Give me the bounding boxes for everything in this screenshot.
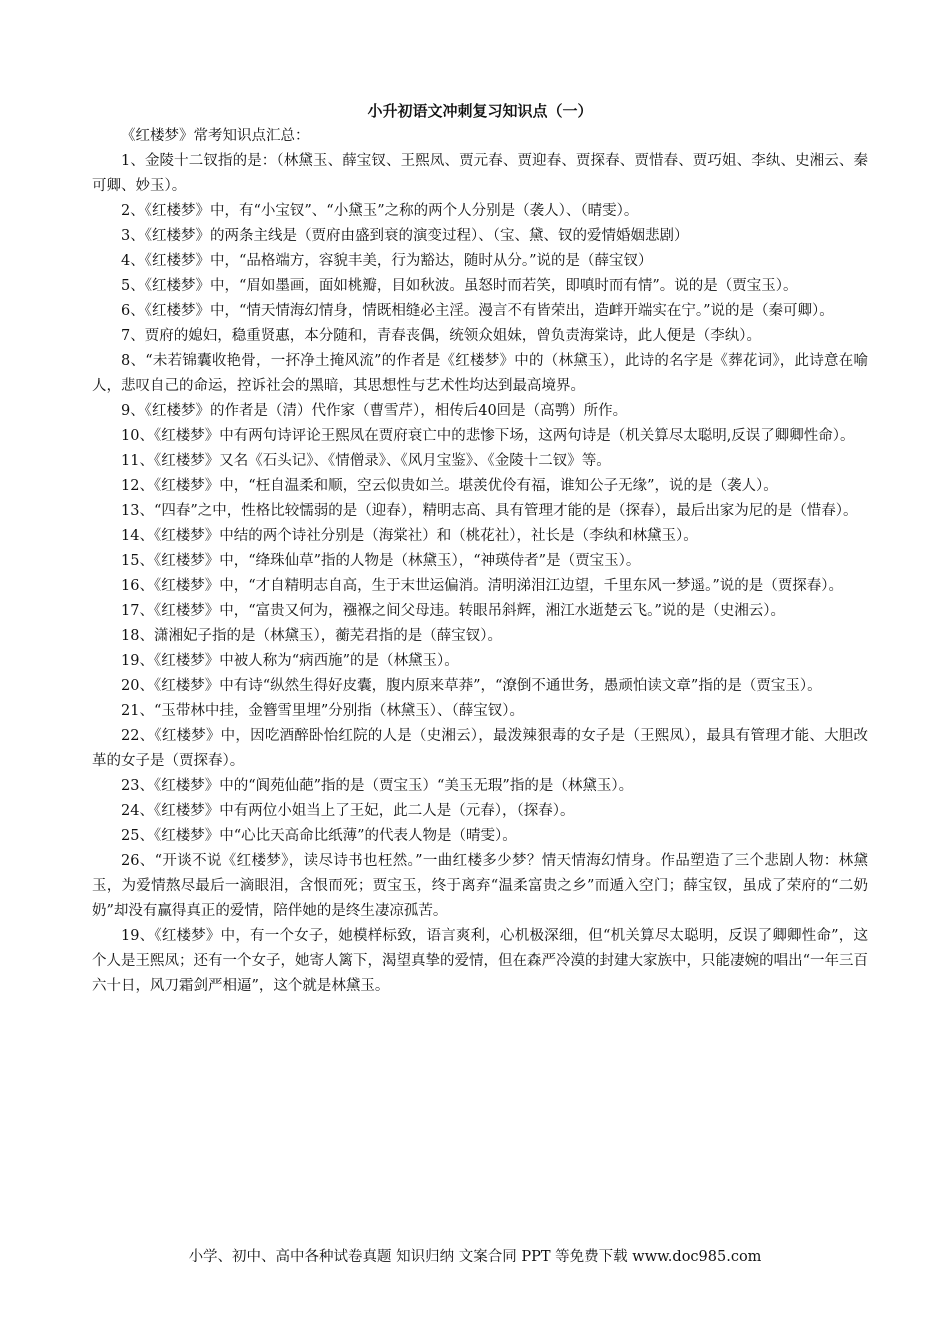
knowledge-point: 9、《红楼梦》的作者是（清）代作家（曹雪芹），相传后40回是（高鹗）所作。: [121, 403, 628, 419]
knowledge-point: 20、《红楼梦》中有诗“纵然生得好皮囊，腹内原来草莽”，“潦倒不通世务，愚顽怕读文章”指的是（贾宝玉）。: [121, 678, 822, 694]
knowledge-point: 17、《红楼梦》中，“富贵又何为，襁褓之间父母违。转眼吊斜辉，湘江水逝楚云飞。”说的是（史湘云）。: [121, 603, 786, 619]
knowledge-point: 12、《红楼梦》中，“枉自温柔和顺，空云似贵如兰。堪羡优伶有福，谁知公子无缘”，说的是（袭人）。: [121, 478, 778, 494]
knowledge-point: 1、金陵十二钗指的是：（林黛玉、薛宝钗、王熙凤、贾元春、贾迎春、贾探春、贾惜春、贾巧姐、李纨、史湘云、秦可卿、妙玉）。: [92, 153, 868, 194]
knowledge-point: 5、《红楼梦》中，“眉如墨画，面如桃瓣，目如秋波。虽怒时而若笑，即嗔时而有情”。说的是（贾宝玉）。: [121, 278, 798, 294]
knowledge-point: 2、《红楼梦》中，有“小宝钗”、“小黛玉”之称的两个人分别是（袭人）、（晴雯）。: [121, 203, 639, 219]
document-title: 小升初语文冲刺复习知识点（一）: [367, 102, 593, 120]
knowledge-point: 19、《红楼梦》中被人称为“病西施”的是（林黛玉）。: [121, 653, 459, 669]
knowledge-point: 16、《红楼梦》中，“才自精明志自高，生于末世运偏消。清明涕泪江边望，千里东风一梦遥。”说的是（贾探春）。: [121, 578, 844, 594]
knowledge-point: 25、《红楼梦》中“心比天高命比纸薄”的代表人物是（晴雯）。: [121, 828, 517, 844]
knowledge-point-list: [92, 149, 868, 999]
knowledge-point: 3、《红楼梦》的两条主线是（贾府由盛到衰的演变过程）、（宝、黛、钗的爱情婚姻悲剧）: [121, 228, 689, 244]
document-body: [92, 98, 868, 999]
knowledge-point: 24、《红楼梦》中有两位小姐当上了王妃，此二人是（元春），（探春）。: [121, 803, 575, 819]
knowledge-point: 19、《红楼梦》中，有一个女子，她模样标致，语言爽利，心机极深细，但“机关算尽太聪明，反误了卿卿性命”，这个人是王熙凤；还有一个女子，她寄人篱下，渴望真挚的爱情，但在森严冷漠的封建大家族中，只能凄婉的唱出“一年三百六十日，风刀霜剑严相逼”，这个就是林黛玉。: [92, 928, 868, 994]
knowledge-point: 18、潇湘妃子指的是（林黛玉），蘅芜君指的是（薛宝钗）。: [121, 628, 502, 644]
intro-line: 《红楼梦》常考知识点汇总：: [121, 128, 310, 144]
download-footer: 小学、初中、高中各种试卷真题 知识归纳 文案合同 PPT 等免费下载 www.doc985.com: [188, 1249, 762, 1265]
knowledge-point: 15、《红楼梦》中，“绛珠仙草”指的人物是（林黛玉），“神瑛侍者”是（贾宝玉）。: [121, 553, 641, 569]
knowledge-point: 21、“玉带林中挂，金簪雪里埋”分别指（林黛玉）、（薛宝钗）。: [121, 703, 525, 719]
knowledge-point: 6、《红楼梦》中，“情天情海幻情身，情既相缝必主淫。漫言不有皆荣出，造衅开端实在宁。”说的是（秦可卿）。: [121, 303, 834, 319]
knowledge-point: 23、《红楼梦》中的“阆苑仙葩”指的是（贾宝玉）“美玉无瑕”指的是（林黛玉）。: [121, 778, 634, 794]
knowledge-point: 22、《红楼梦》中，因吃酒醉卧怡红院的人是（史湘云），最泼辣狠毒的女子是（王熙凤），最具有管理才能、大胆改革的女子是（贾探春）。: [92, 728, 868, 769]
knowledge-point: 11、《红楼梦》又名《石头记》、《情僧录》、《风月宝鉴》、《金陵十二钗》等。: [121, 453, 611, 469]
knowledge-point: 4、《红楼梦》中，“品格端方，容貌丰美，行为豁达，随时从分。”说的是（薛宝钗）: [121, 253, 653, 269]
knowledge-point: 13、“四春”之中，性格比较懦弱的是（迎春），精明志高、具有管理才能的是（探春），最后出家为尼的是（惜春）。: [121, 503, 858, 519]
knowledge-point: 7、贾府的媳妇，稳重贤惠，本分随和，青春丧偶，统领众姐妹，曾负责海棠诗，此人便是（李纨）。: [121, 328, 761, 344]
knowledge-point: 14、《红楼梦》中结的两个诗社分别是（海棠社）和（桃花社），社长是（李纨和林黛玉）。: [121, 528, 698, 544]
knowledge-point: 8、“未若锦囊收艳骨，一抔净土掩风流”的作者是《红楼梦》中的（林黛玉），此诗的名字是《葬花词》，此诗意在喻人，悲叹自己的命运，控诉社会的黑暗，其思想性与艺术性均达到最高境界。: [92, 353, 868, 394]
knowledge-point: 10、《红楼梦》中有两句诗评论王熙凤在贾府衰亡中的悲惨下场，这两句诗是（机关算尽太聪明,反误了卿卿性命）。: [121, 428, 855, 444]
knowledge-point: 26、“开谈不说《红楼梦》，读尽诗书也枉然。”一曲红楼多少梦？情天情海幻情身。作品塑造了三个悲剧人物：林黛玉，为爱情熬尽最后一滴眼泪，含恨而死；贾宝玉，终于离弃“温柔富贵之乡”而遁入空门；薛宝钗，虽成了荣府的“二奶奶”却没有赢得真正的爱情，陪伴她的是终生凄凉孤苦。: [92, 853, 868, 919]
